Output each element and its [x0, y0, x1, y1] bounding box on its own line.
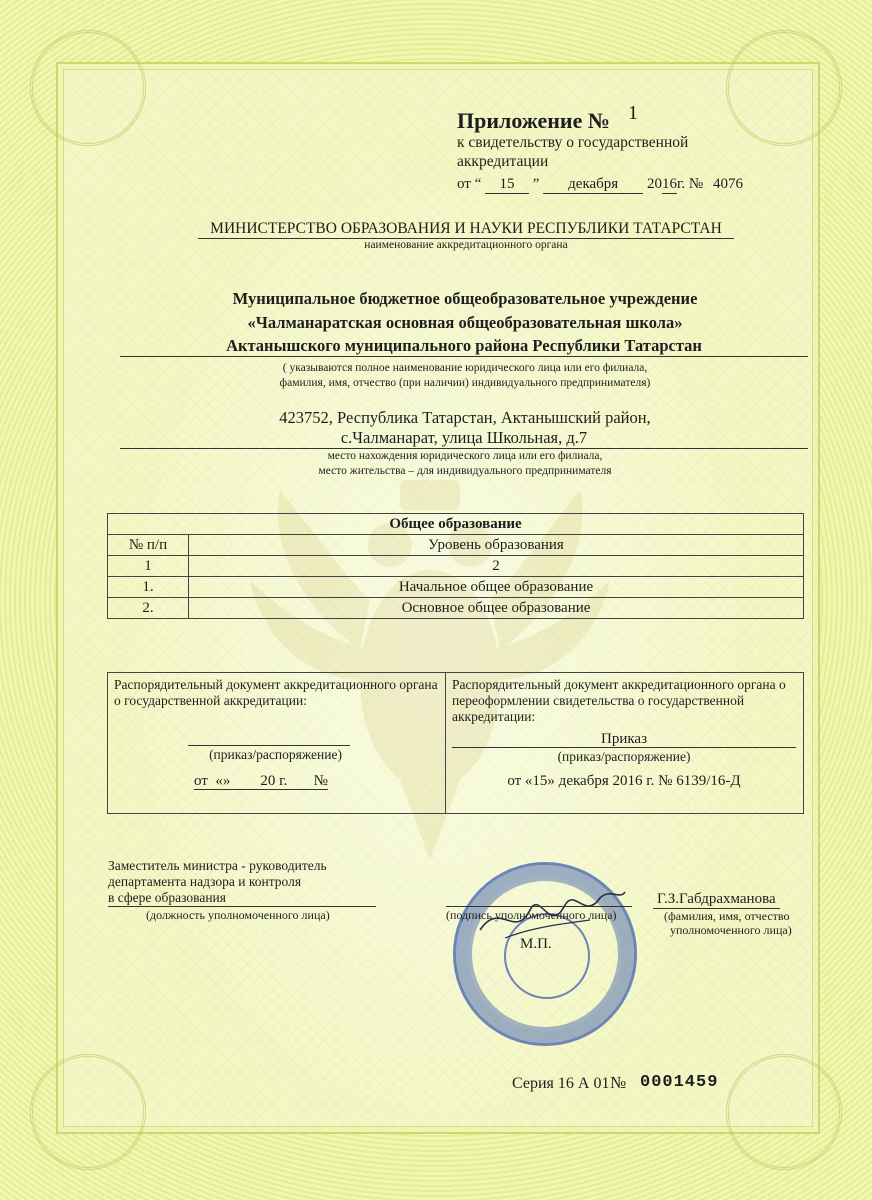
name-caption-1: (фамилия, имя, отчество: [664, 909, 790, 923]
education-table: [107, 513, 804, 619]
institution-line-1: Муниципальное бюджетное общеобразовательное учреждение: [232, 289, 698, 308]
appendix-title: Приложение №: [457, 108, 610, 133]
address-caption-1: место нахождения юридического лица или его филиала,: [327, 450, 603, 462]
ministry-caption: наименование аккредитационного органа: [364, 239, 568, 251]
table-row: [108, 535, 804, 556]
institution-line-2: «Чалманаратская основная общеобразовательная школа»: [247, 313, 683, 332]
education-level: Начальное общее образование: [189, 577, 804, 598]
table-row: [108, 556, 804, 577]
date-day: 15: [485, 176, 529, 194]
corner-ornament-icon: [726, 1054, 842, 1170]
number-sign: №: [610, 1073, 627, 1092]
signature-caption: (подпись уполномоченного лица): [446, 908, 617, 922]
column-header-num: № п/п: [108, 535, 189, 556]
date-month: декабря: [543, 176, 643, 194]
official-position-line: департамента надзора и контроля: [108, 874, 302, 889]
corner-ornament-icon: [726, 30, 842, 146]
date-year-prefix: 20: [646, 176, 662, 192]
orders-table: [107, 672, 804, 814]
official-position-line: Заместитель министра - руководитель: [108, 858, 327, 873]
index-cell: 2: [189, 556, 804, 577]
signature-line: [446, 894, 632, 907]
institution-line-3: Актанышского муниципального района Республики Татарстан: [120, 336, 808, 357]
table-row: [108, 577, 804, 598]
corner-ornament-icon: [30, 30, 146, 146]
reissue-order-cell: [446, 673, 804, 814]
certificate-date-row: [457, 176, 743, 194]
reissue-order-doc: Приказ: [452, 731, 796, 748]
position-caption: (должность уполномоченного лица): [146, 908, 330, 922]
appendix-number: 1: [628, 102, 638, 124]
address-caption-2: место жительства – для индивидуального предпринимателя: [318, 465, 612, 477]
index-cell: 1: [108, 556, 189, 577]
series-label: Серия 16 А 01: [512, 1075, 610, 1092]
name-caption-2: уполномоченного лица): [670, 923, 792, 937]
date-number-label: г. №: [676, 176, 704, 192]
date-year-suffix: 16: [661, 176, 677, 192]
appendix-subtitle: [457, 133, 688, 171]
ministry-name: МИНИСТЕРСТВО ОБРАЗОВАНИЯ И НАУКИ РЕСПУБЛИКИ ТАТАРСТАН: [198, 220, 734, 239]
row-number: 1.: [108, 577, 189, 598]
column-header-level: Уровень образования: [189, 535, 804, 556]
reissue-order-date: от «15» декабря 2016 г. № 6139/16-Д: [507, 773, 741, 789]
table-row: [108, 598, 804, 619]
education-level: Основное общее образование: [189, 598, 804, 619]
accreditation-order-title: Распорядительный документ аккредитационного органа о государственной аккредитации:: [114, 677, 438, 708]
row-number: 2.: [108, 598, 189, 619]
education-table-title: Общее образование: [108, 514, 804, 535]
certificate-number: 4076: [712, 176, 743, 192]
order-type-caption: (приказ/распоряжение): [209, 747, 342, 762]
seal-label: М.П.: [520, 936, 552, 952]
table-row: [108, 514, 804, 535]
appendix-subtitle-line: аккредитации: [457, 153, 549, 170]
corner-ornament-icon: [30, 1054, 146, 1170]
order-blank-line: [188, 731, 350, 746]
address-line-1: 423752, Республика Татарстан, Актанышский район,: [279, 408, 651, 427]
official-position-line: в сфере образования: [108, 890, 376, 907]
address-line-2: с.Чалманарат, улица Школьная, д.7: [120, 428, 808, 449]
institution-caption-2: фамилия, имя, отчество (при наличии) индивидуального предпринимателя): [279, 377, 651, 389]
table-row: [108, 673, 804, 814]
reissue-order-caption: (приказ/распоряжение): [557, 749, 691, 764]
accreditation-order-cell: [108, 673, 446, 814]
official-name: Г.З.Габдрахманова: [653, 891, 780, 909]
reissue-order-title: Распорядительный документ аккредитационного органа о переоформлении свидетельства о государственной аккредитации:: [452, 677, 786, 724]
serial-number: 0001459: [640, 1073, 719, 1092]
official-position: [108, 858, 376, 907]
quote-mark: “: [474, 176, 482, 192]
accreditation-order-date: от «» 20 г. №: [194, 773, 328, 789]
appendix-subtitle-line: к свидетельству о государственной: [457, 134, 689, 151]
institution-caption-1: ( указываются полное наименование юридического лица или его филиала,: [282, 362, 648, 374]
quote-mark: ”: [532, 176, 540, 192]
date-prefix: от: [457, 176, 471, 192]
